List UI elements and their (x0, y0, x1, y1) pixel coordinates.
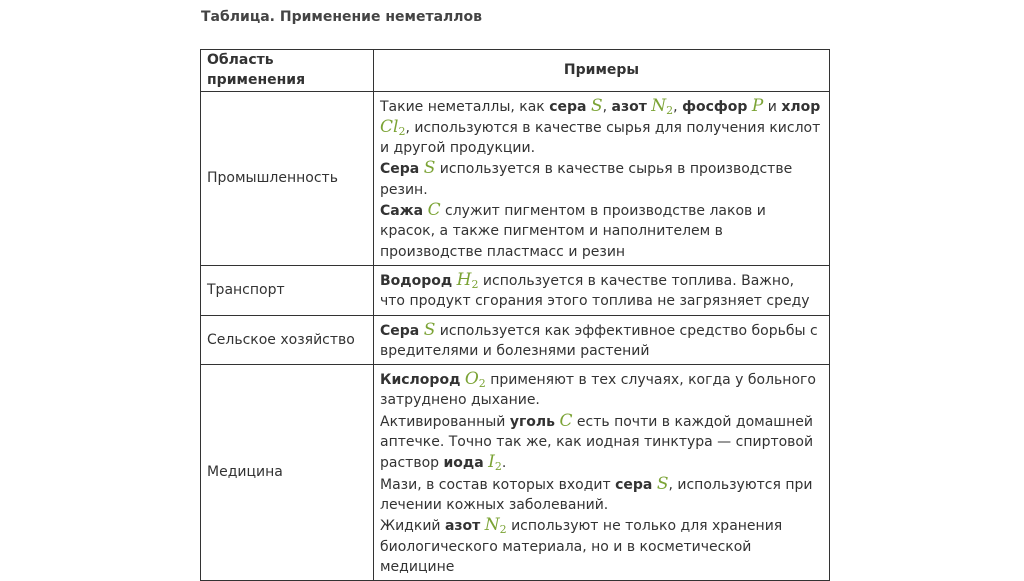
area-cell: Медицина (201, 365, 374, 581)
nonmetals-table (200, 49, 830, 581)
table-row (201, 365, 830, 581)
area-cell: Промышленность (201, 91, 374, 265)
page-title: Таблица. Применение неметаллов (201, 9, 483, 25)
column-header-examples: Примеры (374, 50, 830, 92)
examples-cell: Такие неметаллы, как сера S, азот $N_2$, фосфор P и хлор $Cl_2$, используются в качестве сырья для получения кислот и другой продукции. Сера S используется в качестве сырья в производстве резин. Сажа C служит пигментом в производстве лаков и красок, а также пигментом и наполнителем в производстве пластмасс и резин (374, 91, 830, 265)
table-row (201, 315, 830, 365)
examples-cell: Водород $H_2$ используется в качестве топлива. Важно, что продукт сгорания этого топлива не загрязняет среду (374, 265, 830, 315)
table-row (201, 265, 830, 315)
column-header-area: Область применения (201, 50, 374, 92)
table-header-row (201, 50, 830, 92)
area-cell: Транспорт (201, 265, 374, 315)
table-row (201, 91, 830, 265)
examples-cell: Сера S используется как эффективное средство борьбы с вредителями и болезнями растений (374, 315, 830, 365)
area-cell: Сельское хозяйство (201, 315, 374, 365)
examples-cell: Кислород $O_2$ применяют в тех случаях, когда у больного затруднено дыхание. Активированный уголь C есть почти в каждой домашней аптечке. Точно так же, как иодная тинктура — спиртовой раствор иода $I_2$. Мази, в состав которых входит сера S, используются при лечении кожных заболеваний. Жидкий азот $N_2$ используют не только для хранения биологического материала, но и в косметической медицине (374, 365, 830, 581)
